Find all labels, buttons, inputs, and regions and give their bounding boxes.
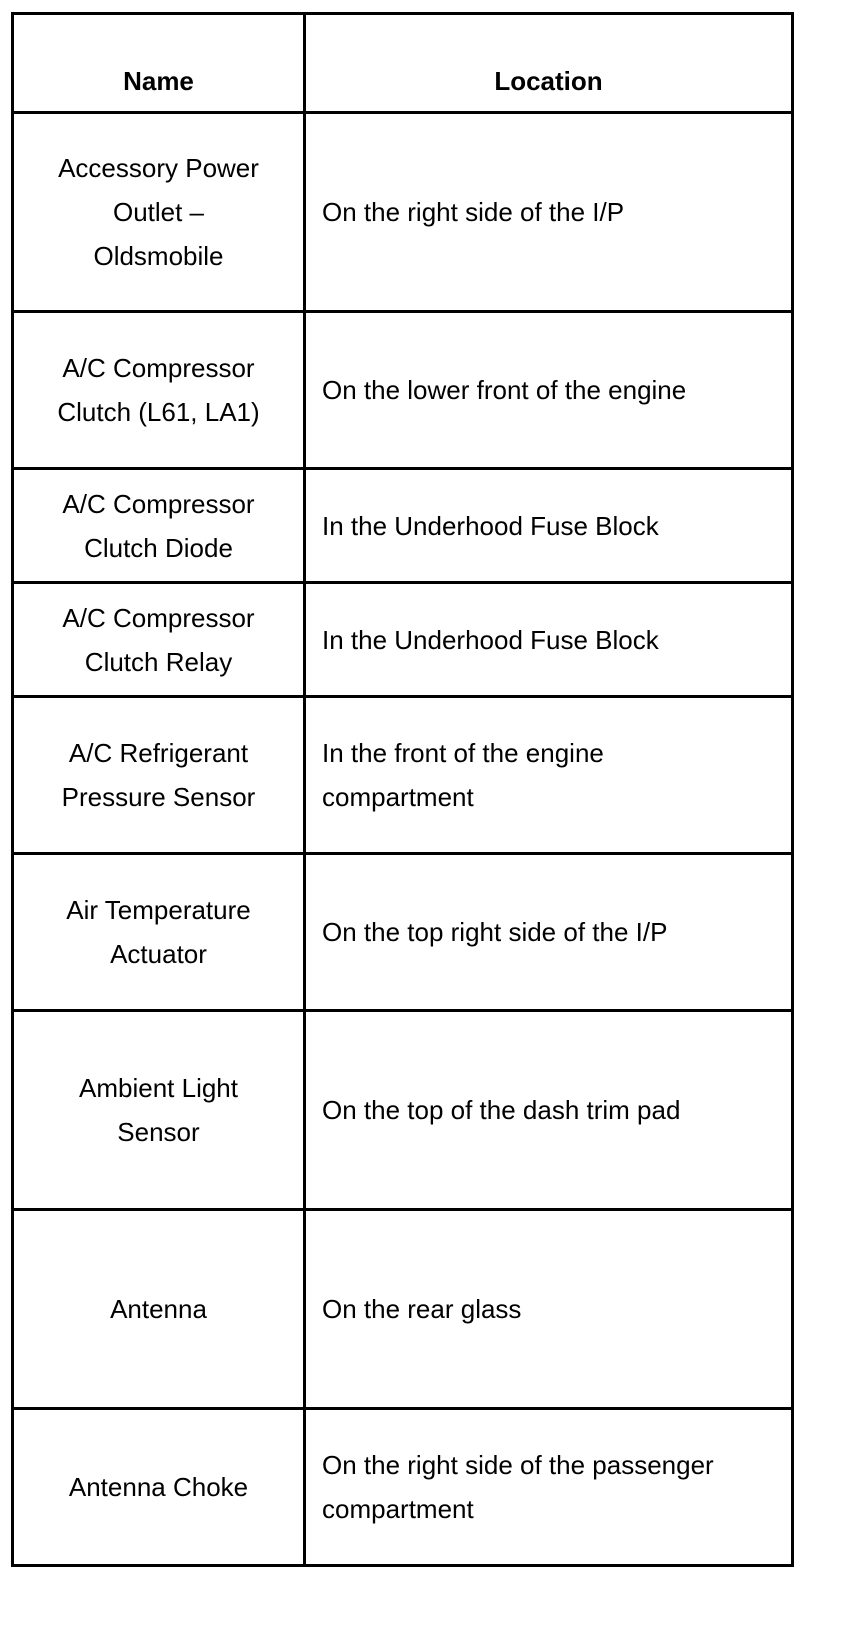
component-name-line: Clutch Relay (84, 646, 233, 677)
table-row (13, 854, 793, 1011)
component-name-line: A/C Compressor (62, 602, 255, 633)
column-header-name: Name (13, 14, 305, 113)
component-name-line: Antenna Choke (68, 1472, 249, 1502)
component-name-line: Outlet – (112, 197, 205, 227)
component-location-line: On the right side of the passenger (322, 1450, 714, 1480)
component-name-line: Sensor (117, 1117, 200, 1147)
component-name-cell (13, 1409, 305, 1566)
component-name-cell (13, 583, 305, 697)
component-name-cell (13, 312, 305, 469)
component-name-line: Accessory Power (58, 153, 259, 183)
component-name-line: Air Temperature (66, 895, 251, 925)
component-name-cell (13, 697, 305, 854)
component-name-line: Clutch (L61, LA1) (57, 397, 260, 427)
component-name-line: Clutch Diode (84, 532, 233, 563)
table-row (13, 312, 793, 469)
component-location-line: On the top of the dash trim pad (322, 1095, 681, 1125)
component-name-line: A/C Compressor (62, 488, 255, 519)
component-location-line: On the right side of the I/P (322, 197, 625, 227)
component-name-cell (13, 469, 305, 583)
table-row (13, 113, 793, 312)
component-location-line: In the Underhood Fuse Block (322, 624, 659, 655)
component-name-line: A/C Refrigerant (68, 738, 249, 768)
component-name-line: Ambient Light (79, 1073, 238, 1103)
component-name-cell (13, 854, 305, 1011)
table-header-row (13, 14, 793, 113)
component-location-line: On the top right side of the I/P (322, 917, 668, 947)
component-location-cell (305, 1210, 793, 1409)
component-location-cell (305, 113, 793, 312)
component-location-table (11, 12, 794, 1567)
component-location-line: In the front of the engine (322, 738, 604, 768)
component-location-line: compartment (322, 1494, 474, 1524)
table-row (13, 469, 793, 583)
component-location-line: On the rear glass (322, 1294, 522, 1324)
component-location-line: compartment (322, 782, 474, 812)
component-location-cell (305, 469, 793, 583)
component-location-line: On the lower front of the engine (322, 375, 687, 405)
component-location-cell (305, 583, 793, 697)
table-row (13, 1011, 793, 1210)
component-name-cell (13, 113, 305, 312)
component-name-line: A/C Compressor (62, 353, 255, 383)
table-row (13, 1409, 793, 1566)
table-row (13, 583, 793, 697)
table-row (13, 1210, 793, 1409)
component-location-cell (305, 1409, 793, 1566)
component-location-cell (305, 697, 793, 854)
component-name-line: Oldsmobile (93, 241, 224, 271)
component-location-cell (305, 854, 793, 1011)
column-header-location: Location (305, 14, 793, 113)
component-location-line: In the Underhood Fuse Block (322, 510, 659, 541)
component-name-line: Pressure Sensor (61, 782, 256, 812)
table-row (13, 697, 793, 854)
component-name-cell (13, 1210, 305, 1409)
component-location-cell (305, 1011, 793, 1210)
component-location-cell (305, 312, 793, 469)
component-name-cell (13, 1011, 305, 1210)
component-name-line: Antenna (110, 1294, 207, 1324)
component-name-line: Actuator (110, 939, 207, 969)
